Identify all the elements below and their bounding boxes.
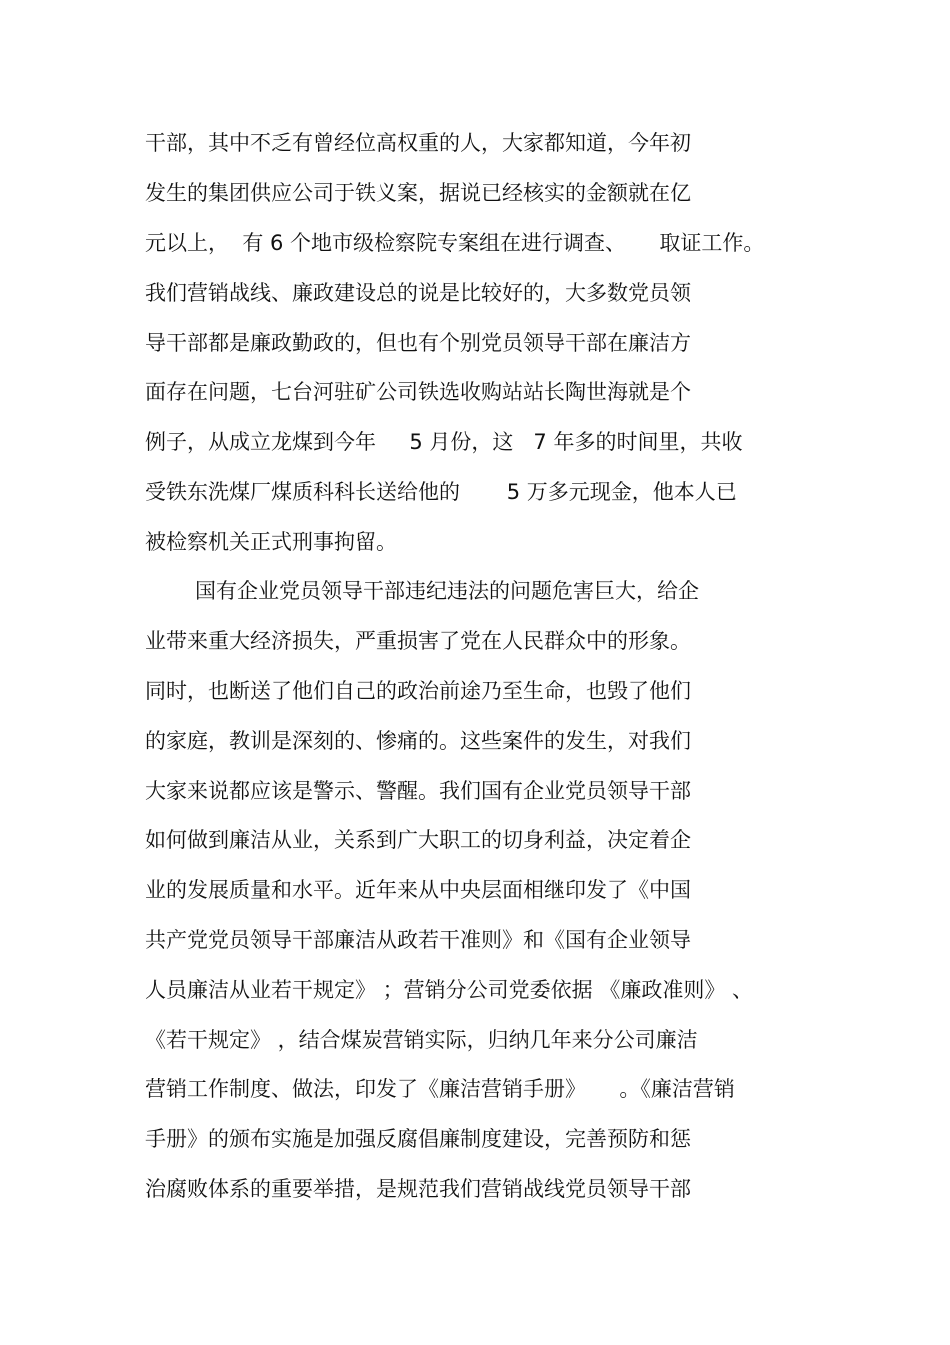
text-line: 面存在问题，七台河驻矿公司铁选收购站站长陶世海就是个	[145, 380, 691, 404]
text-line: 元以上， 有 6 个地市级检察院专案组在进行调查、 取证工作。	[145, 231, 765, 255]
text-line: 共产党党员领导干部廉洁从政若干准则》和《国有企业领导	[145, 928, 691, 952]
paragraph-first-line: 国有企业党员领导干部违纪违法的问题危害巨大，给企	[195, 579, 699, 603]
text-line: 导干部都是廉政勤政的，但也有个别党员领导干部在廉洁方	[145, 331, 691, 355]
text-line: 大家来说都应该是警示、警醒。我们国有企业党员领导干部	[145, 779, 691, 803]
text-line: 业的发展质量和水平。近年来从中央层面相继印发了《中国	[145, 878, 691, 902]
text-line: 被检察机关正式刑事拘留。	[145, 530, 397, 554]
text-line: 如何做到廉洁从业，关系到广大职工的切身利益，决定着企	[145, 828, 691, 852]
text-line: 的家庭，教训是深刻的、惨痛的。这些案件的发生，对我们	[145, 729, 691, 753]
text-line: 《若干规定》 ，结合煤炭营销实际，归纳几年来分公司廉洁	[145, 1028, 698, 1052]
text-line: 干部，其中不乏有曾经位高权重的人，大家都知道，今年初	[145, 131, 691, 155]
text-line: 发生的集团供应公司于铁义案，据说已经核实的金额就在亿	[145, 181, 691, 205]
text-line: 手册》的颁布实施是加强反腐倡廉制度建设，完善预防和惩	[145, 1127, 691, 1151]
text-line: 营销工作制度、做法，印发了《廉洁营销手册》 。《廉洁营销	[145, 1077, 735, 1101]
text-line: 治腐败体系的重要举措，是规范我们营销战线党员领导干部	[145, 1177, 691, 1201]
text-line: 例子，从成立龙煤到今年 5 月份，这 7 年多的时间里，共收	[145, 430, 743, 454]
text-line: 业带来重大经济损失，严重损害了党在人民群众中的形象。	[145, 629, 691, 653]
text-line: 同时，也断送了他们自己的政治前途乃至生命，也毁了他们	[145, 679, 691, 703]
text-line: 我们营销战线、廉政建设总的说是比较好的，大多数党员领	[145, 281, 691, 305]
text-line: 人员廉洁从业若干规定》 ；营销分公司党委依据 《廉政准则》 、	[145, 978, 754, 1002]
text-line: 受铁东洗煤厂煤质科科长送给他的 5 万多元现金，他本人已	[145, 480, 737, 504]
